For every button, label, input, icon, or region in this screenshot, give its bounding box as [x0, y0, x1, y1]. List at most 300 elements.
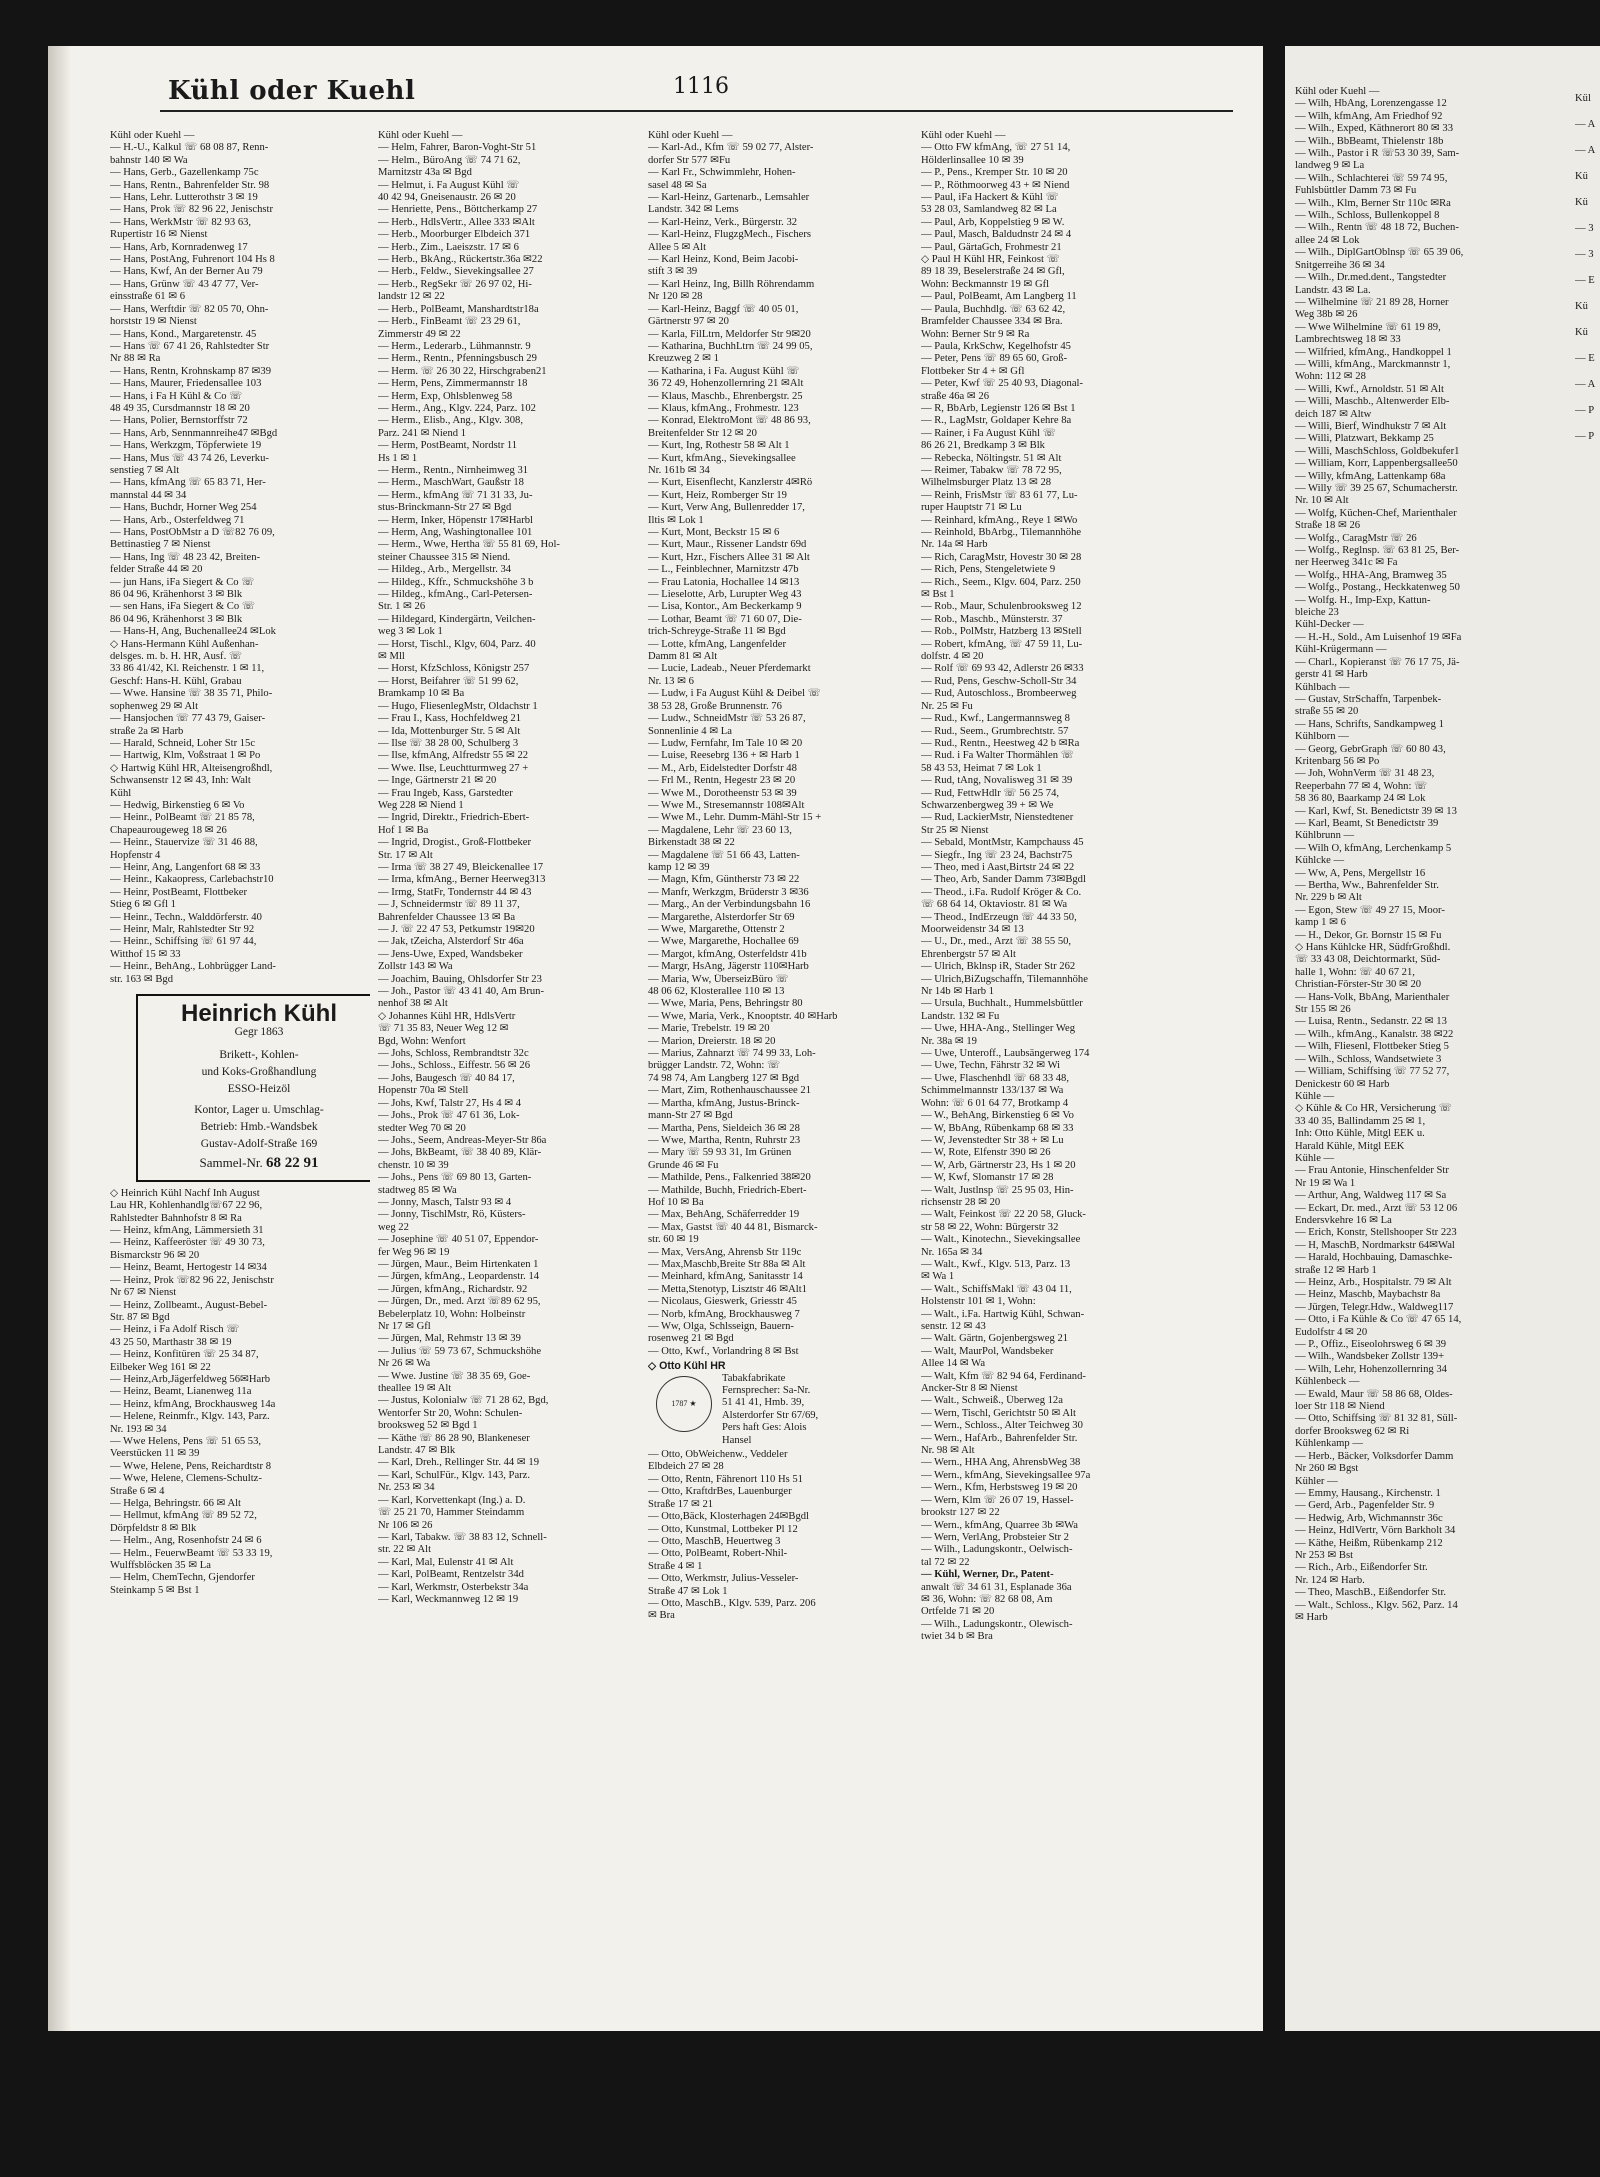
- facing-page-entry-line: — Willi, Kwf., Arnoldstr. 51 ✉ Alt: [1295, 383, 1444, 395]
- directory-entry-line: — Hans, i Fa H Kühl & Co ☏: [110, 390, 243, 402]
- directory-entry-line: — Heinz, Beamt, Hertogestr 14 ✉34: [110, 1262, 267, 1274]
- directory-entry-line: mann-Str 27 ✉ Bgd: [648, 1110, 733, 1122]
- facing-page-partial-line: Kül: [1575, 93, 1591, 104]
- directory-entry-line: Holstenstr 101 ✉ 1, Wohn:: [921, 1296, 1036, 1308]
- facing-page-entry-line: — H, MaschB, Nordmarkstr 64✉Wal: [1295, 1239, 1455, 1251]
- otto-kuehl-detail-line: Fernsprecher: Sa-Nr.: [722, 1385, 811, 1397]
- facing-page-entry-line: — Georg, GebrGraph ☏ 60 80 43,: [1295, 743, 1446, 755]
- facing-page-entry-line: — Hedwig, Arb, Wichmannstr 36c: [1295, 1512, 1443, 1524]
- directory-entry-line: Gärtnerstr 97 ✉ 20: [648, 316, 729, 328]
- directory-entry-line: Kühl oder Kuehl —: [921, 130, 1006, 141]
- facing-page-entry-line: — Karl, Beamt, St Benedictstr 39: [1295, 817, 1439, 829]
- facing-page-entry-line: — Willi, MaschSchloss, Goldbekufer1: [1295, 445, 1460, 457]
- facing-page-entry-line: — Wilh., Dr.med.dent., Tangstedter: [1295, 272, 1447, 284]
- directory-entry-line: — Heinz, Zollbeamt., August-Bebel-: [110, 1299, 268, 1311]
- directory-entry-line: — Peter, Pens ☏ 89 65 60, Groß-: [921, 353, 1068, 365]
- directory-entry-line: — Manfr, Werkzgm, Brüderstr 3 ✉36: [648, 886, 809, 898]
- directory-entry-line: — Heinz,Arb,Jägerfeldweg 56✉Harb: [110, 1373, 271, 1385]
- directory-entry-line: Wulffsblöcken 35 ✉ La: [110, 1560, 211, 1572]
- directory-entry-line: ✉ Bst 1: [921, 589, 955, 601]
- directory-entry-line: — Rainer, i Fa August Kühl ☏: [921, 427, 1056, 439]
- directory-entry-line: — Theo, med i Aast,Birtstr 24 ✉ 22: [921, 861, 1075, 873]
- directory-entry-line: — Marion, Dreierstr. 18 ✉ 20: [648, 1035, 776, 1047]
- directory-entry-line: stift 3 ✉ 39: [648, 266, 698, 278]
- directory-entry-line: sophenweg 29 ✉ Alt: [110, 700, 199, 712]
- column-4-entries: [921, 130, 1221, 1569]
- directory-entry-line: delsges. m. b. H. HR, Ausf. ☏: [110, 651, 243, 663]
- directory-entry-line: — Otto, Kunstmal, Lottbeker Pl 12: [648, 1523, 798, 1535]
- directory-entry-line: — Otto, ObWeichenw., Veddeler: [648, 1449, 788, 1461]
- page-binding-shadow: [48, 46, 70, 2031]
- directory-entry-line: — Wwe, Margarethe, Ottenstr 2: [648, 924, 785, 935]
- facing-page-entry-line: — Wilh., BbBeamt, Thielenstr 18b: [1295, 135, 1444, 147]
- directory-entry-line: — Hans, Werftdir ☏ 82 05 70, Ohn-: [110, 303, 269, 315]
- facing-page-partial-line: — 3: [1575, 249, 1594, 260]
- facing-page-entry-line: — William, Schiffsing ☏ 77 52 77,: [1295, 1066, 1450, 1078]
- directory-entry-line: — Wwe. Justine ☏ 38 35 69, Goe-: [378, 1370, 531, 1382]
- directory-entry-line: Ehrenbergstr 57 ✉ Alt: [921, 948, 1016, 960]
- directory-entry-line: — Joh., Pastor ☏ 43 41 40, Am Brun-: [378, 986, 544, 998]
- facing-page-entry-line: — Wolfg., HHA-Ang, Bramweg 35: [1295, 569, 1447, 581]
- directory-entry-line: — Karl Heinz, Kond, Beim Jacobi-: [648, 254, 799, 266]
- directory-entry-line: 48 06 62, Klosterallee 110 ✉ 13: [648, 986, 785, 998]
- facing-page-entry-line: — Theo, MaschB., Eißendorfer Str.: [1295, 1587, 1447, 1599]
- directory-entry-line: — Ida, Mottenburger Str. 5 ✉ Alt: [378, 725, 521, 737]
- facing-page-entry-line: Nr 260 ✉ Bgst: [1295, 1463, 1359, 1475]
- facing-page-entry-line: Landstr. 43 ✉ La.: [1295, 284, 1371, 296]
- directory-entry-line: — Paul, Masch, Baldudnstr 24 ✉ 4: [921, 229, 1072, 241]
- directory-entry-line: horststr 19 ✉ Nienst: [110, 316, 197, 328]
- directory-entry-line: — Rebecka, Nöltingstr. 51 ✉ Alt: [921, 452, 1062, 464]
- directory-entry-line: — Hildeg., kfmAng., Carl-Petersen-: [378, 589, 533, 601]
- facing-page-entry-line: — Rich., Arb., Eißendorfer Str.: [1295, 1562, 1428, 1574]
- column-3: [648, 130, 913, 2010]
- directory-entry-line: — Otto, Kwf., Vorlandring 8 ✉ Bst: [648, 1345, 799, 1357]
- directory-entry-line: tal 72 ✉ 22: [921, 1556, 970, 1568]
- directory-entry-line: — Wwe M., Lehr. Dumm-Mähl-Str 15 +: [648, 812, 822, 824]
- directory-entry-line: — Hans, PostObMstr a D ☏82 76 09,: [110, 527, 275, 538]
- directory-entry-line: — Heinr., PolBeamt ☏ 21 85 78,: [110, 812, 255, 824]
- directory-entry-line: Bgd, Wohn: Wenfort: [378, 1035, 466, 1047]
- directory-entry-line: — Ww, Olga, Schlsseign, Bauern-: [648, 1321, 794, 1332]
- directory-entry-line: Iltis ✉ Lok 1: [648, 514, 704, 526]
- directory-entry-line: fer Weg 96 ✉ 19: [378, 1246, 450, 1258]
- directory-entry-line: — Wern, Klm ☏ 26 07 19, Hassel-: [921, 1494, 1074, 1506]
- facing-page-entry-line: Kühlborn —: [1295, 731, 1349, 743]
- directory-entry-line: bahnstr 140 ✉ Wa: [110, 154, 188, 166]
- directory-entry-line: Allee 14 ✉ Wa: [921, 1358, 986, 1370]
- directory-entry-line: str. 60 ✉ 19: [648, 1234, 699, 1246]
- directory-entry-line: 86 04 96, Krähenhorst 3 ✉ Blk: [110, 589, 243, 601]
- directory-entry-line: Nr 17 ✉ Gfl: [378, 1321, 431, 1332]
- directory-entry-line: — Heinr., Schiffsing ☏ 61 97 44,: [110, 936, 257, 948]
- directory-entry-line: — Hans, Werkzgm, Töpferwiete 19: [110, 440, 262, 452]
- facing-page-entry-line: 33 40 35, Ballindamm 25 ✉ 1,: [1295, 1115, 1426, 1127]
- facing-page-entry-line: ◇ Kühle & Co HR, Versicherung ☏: [1295, 1103, 1452, 1115]
- directory-entry-line: dolfstr. 4 ✉ 20: [921, 651, 984, 663]
- facing-page-partial-line: — E: [1575, 275, 1595, 286]
- directory-entry-line: Dörpfeldstr 8 ✉ Blk: [110, 1522, 197, 1534]
- directory-entry-line: Ortfelde 71 ✉ 20: [921, 1606, 995, 1618]
- facing-page-entry-line: deich 187 ✉ Altw: [1295, 408, 1372, 420]
- directory-entry-line: — Herm., Wwe, Hertha ☏ 55 81 69, Hol-: [378, 539, 560, 551]
- directory-entry-line: Wentorfer Str 20, Wohn: Schulen-: [378, 1407, 523, 1419]
- directory-entry-line: landstr 12 ✉ 22: [378, 291, 445, 303]
- directory-entry-line: Eilbeker Weg 161 ✉ 22: [110, 1361, 211, 1373]
- directory-entry-line: 43 25 50, Marthastr 38 ✉ 19: [110, 1336, 232, 1348]
- directory-entry-line: Bismarckstr 96 ✉ 20: [110, 1249, 200, 1261]
- directory-entry-line: — Max, BehAng, Schäferredder 19: [648, 1209, 800, 1221]
- directory-entry-line: — Rud., Kwf., Langermannsweg 8: [921, 713, 1070, 725]
- directory-entry-line: — W, Kwf, Slomanstr 17 ✉ 28: [921, 1172, 1054, 1184]
- directory-entry-line: — Otto, MaschB., Klgv. 539, Parz. 206: [648, 1597, 816, 1609]
- facing-page-entry-line: — Arthur, Ang, Waldweg 117 ✉ Sa: [1295, 1190, 1447, 1202]
- directory-entry-line: — Heinr., Kakaopress, Carlebachstr10: [110, 874, 274, 886]
- directory-entry-line: Wohn: Berner Str 9 ✉ Ra: [921, 328, 1030, 340]
- directory-entry-line: — Karl-Heinz, Verk., Bürgerstr. 32: [648, 216, 798, 228]
- directory-entry-line: — Hans, Rentn, Krohnskamp 87 ✉39: [110, 365, 272, 377]
- directory-entry-line: — Siegfr., Ing ☏ 23 24, Bachstr75: [921, 849, 1073, 861]
- facing-page-column: [1295, 86, 1595, 2016]
- directory-entry-line: Schwansenstr 12 ✉ 43, Inh: Walt: [110, 775, 251, 787]
- kuehl-werner-entry: — Kühl, Werner, Dr., Patent-: [921, 1569, 1054, 1581]
- directory-entry-line: Hs 1 ✉ 1: [378, 452, 418, 464]
- directory-entry-line: — Wwe, Maria, Pens, Behringstr 80: [648, 998, 803, 1010]
- directory-entry-line: — Horst, Tischl., Klgv, 604, Parz. 40: [378, 638, 536, 650]
- directory-entry-line: — Wwe M., Dorotheenstr 53 ✉ 39: [648, 787, 797, 799]
- directory-entry-line: — Jürgen, kfmAng., Richardstr. 92: [378, 1283, 528, 1295]
- directory-entry-line: — Henriette, Pens., Böttcherkamp 27: [378, 204, 538, 216]
- directory-entry-line: — Magn, Kfm, Güntherstr 73 ✉ 22: [648, 874, 800, 886]
- directory-entry-line: — Hans, Arb, Sennmannreihe47 ✉Bgd: [110, 427, 278, 439]
- directory-entry-line: Hopenstr 70a ✉ Stell: [378, 1085, 469, 1097]
- directory-entry-line: — L., Feinblechner, Marnitzstr 47b: [648, 564, 799, 576]
- facing-page-entry-line: Kühlbrunn —: [1295, 830, 1355, 842]
- directory-entry-line: — Metta,Stenotyp, Lisztstr 46 ✉Alt1: [648, 1283, 807, 1295]
- facing-page-entry-line: Kühler —: [1295, 1475, 1338, 1487]
- directory-entry-line: sasel 48 ✉ Sa: [648, 179, 707, 191]
- facing-page-entry-line: — Harald, Hochbauing, Damaschke-: [1295, 1252, 1453, 1264]
- directory-entry-line: — Hans, Ing ☏ 48 23 42, Breiten-: [110, 551, 261, 563]
- directory-entry-line: Nr. 165a ✉ 34: [921, 1246, 983, 1258]
- facing-page-entry-line: Christian-Förster-Str 30 ✉ 20: [1295, 979, 1422, 991]
- directory-entry-line: Marnitzstr 43a ✉ Bgd: [378, 167, 472, 179]
- directory-entry-line: — Heinr, Ang, Langenfort 68 ✉ 33: [110, 861, 261, 873]
- directory-entry-line: — Rud., Seem., Grumbrechtstr. 57: [921, 725, 1069, 737]
- facing-page-entry-line: Nr 253 ✉ Bst: [1295, 1549, 1354, 1561]
- directory-entry-line: — Heinz, Konfitüren ☏ 25 34 87,: [110, 1349, 259, 1361]
- directory-entry-line: Zimmerstr 49 ✉ 22: [378, 328, 461, 340]
- facing-page-partial-line: — P: [1575, 431, 1595, 442]
- directory-entry-line: — Maria, Ww, ÜberseizBüro ☏: [648, 973, 789, 985]
- facing-page-entry-line: Inh: Otto Kühle, Mitgl EEK u.: [1295, 1128, 1425, 1140]
- directory-entry-line: — Otto, PolBeamt, Robert-Nhil-: [648, 1548, 788, 1560]
- facing-page-entry-line: Kühle —: [1295, 1152, 1335, 1164]
- directory-entry-line: — Herb., PolBeamt, Manshardtstr18a: [378, 303, 539, 315]
- facing-page-entry-line: — Heinz, HdlVertr, Vörn Barkholt 34: [1295, 1525, 1456, 1537]
- directory-entry-line: — Johs, Schloss, Rembrandtstr 32c: [378, 1048, 529, 1060]
- directory-entry-line: — Rob., Maur, Schulenbrooksweg 12: [921, 601, 1082, 613]
- directory-entry-line: Veerstücken 11 ✉ 39: [110, 1448, 200, 1460]
- directory-entry-line: — Otto, KraftdrBes, Lauenburger: [648, 1486, 792, 1498]
- directory-entry-line: Bettinastieg 7 ✉ Nienst: [110, 539, 211, 551]
- directory-entry-line: — Ulrich, Bklnsp iR, Stader Str 262: [921, 961, 1076, 973]
- directory-entry-line: — Kurt, Eisenflecht, Kanzlerstr 4✉Rö: [648, 477, 813, 489]
- directory-entry-line: Stieg 6 ✉ Gfl 1: [110, 899, 176, 911]
- facing-page-partial-line: Kü: [1575, 197, 1588, 208]
- directory-entry-line: — Jens-Uwe, Exped, Wandsbeker: [378, 948, 523, 960]
- directory-entry-line: ◇ Hans-Hermann Kühl Außenhan-: [110, 638, 259, 650]
- directory-entry-line: — Hartwig, Klm, Voßstraat 1 ✉ Po: [110, 750, 261, 762]
- directory-entry-line: — Katharina, i Fa. August Kühl ☏: [648, 365, 800, 377]
- directory-entry-line: — Herm, Ang, Washingtonallee 101: [378, 527, 533, 538]
- facing-page-entry-line: — Ww, A, Pens, Mergellstr 16: [1295, 867, 1426, 879]
- directory-entry-line: — Hansjochen ☏ 77 43 79, Gaiser-: [110, 713, 266, 725]
- facing-page-entry-line: — Heinz, Arb., Hospitalstr. 79 ✉ Alt: [1295, 1277, 1452, 1288]
- directory-entry-line: — Heinz, Prok ☏82 96 22, Jenischstr: [110, 1274, 274, 1286]
- directory-entry-line: — Walt., i.Fa. Hartwig Kühl, Schwan-: [921, 1308, 1085, 1320]
- ad-founded: Gegr 1863: [234, 1026, 284, 1039]
- directory-entry-line: — Hedwig, Birkenstieg 6 ✉ Vo: [110, 799, 245, 811]
- directory-entry-line: — Walt., Schweiß., Überweg 12a: [921, 1395, 1063, 1407]
- directory-entry-line: — Heinz, Beamt, Lianenweg 11a: [110, 1386, 252, 1398]
- directory-entry-line: — Johs, Baugesch ☏ 40 84 17,: [378, 1072, 515, 1084]
- directory-entry-line: mannstal 44 ✉ 34: [110, 489, 187, 501]
- directory-entry-line: — Karl, PolBeamt, Rentzelstr 34d: [378, 1569, 524, 1581]
- facing-page-entry-line: — Wilh., Schlachterei ☏ 59 74 95,: [1295, 172, 1448, 184]
- directory-entry-line: — Herb., BkAng., Rückertstr.36a ✉22: [378, 254, 543, 266]
- directory-entry-line: ◇ Heinrich Kühl Nachf Inh August: [110, 1187, 260, 1199]
- directory-entry-line: — Jürgen, Maur., Beim Hirtenkaten 1: [378, 1258, 539, 1270]
- directory-entry-line: — Meinhard, kfmAng, Sanitasstr 14: [648, 1271, 803, 1283]
- directory-entry-line: 86 26 21, Bredkamp 3 ✉ Blk: [921, 440, 1045, 452]
- directory-entry-line: stedter Weg 70 ✉ 20: [378, 1122, 466, 1134]
- directory-entry-line: — Helm., BüroAng ☏ 74 71 62,: [378, 154, 521, 166]
- facing-page-entry-line: — Hans, Schrifts, Sandkampweg 1: [1295, 718, 1444, 730]
- directory-entry-line: — Horst, KfzSchloss, Königstr 257: [378, 663, 530, 675]
- otto-kuehl-listing: [648, 1360, 913, 1447]
- directory-entry-line: Straße 47 ✉ Lok 1: [648, 1585, 728, 1597]
- directory-entry-line: — Helga, Behringstr. 66 ✉ Alt: [110, 1498, 241, 1509]
- directory-entry-line: — Otto, MaschB, Heuertweg 3: [648, 1535, 781, 1547]
- directory-entry-line: einsstraße 61 ✉ 6: [110, 291, 186, 303]
- facing-page-partial-line: Kü: [1575, 301, 1588, 312]
- directory-entry-line: — Wwe, Helene, Clemens-Schultz-: [110, 1473, 262, 1485]
- facing-page-entry-line: — Willy ☏ 39 25 67, Schumacherstr.: [1295, 483, 1458, 494]
- directory-entry-line: ☏ 71 35 83, Neuer Weg 12 ✉: [378, 1023, 509, 1035]
- facing-page-entry-line: — Karl, Kwf, St. Benedictstr 39 ✉ 13: [1295, 805, 1457, 817]
- directory-entry-line: stadtweg 85 ✉ Wa: [378, 1184, 457, 1196]
- directory-entry-line: — Konrad, ElektroMont ☏ 48 86 93,: [648, 415, 811, 427]
- facing-page-entry-line: Wohn: 112 ✉ 28: [1295, 371, 1366, 383]
- directory-entry-line: — Hans, Kwf, An der Berner Au 79: [110, 266, 263, 278]
- directory-entry-line: — Mart, Zim, Rothenhauschaussee 21: [648, 1085, 811, 1097]
- directory-entry-line: — Rud, Autoschloss., Brombeerweg: [921, 688, 1077, 700]
- directory-entry-line: — Peter, Kwf ☏ 25 40 93, Diagonal-: [921, 378, 1083, 390]
- directory-entry-line: 58 43 53, Heimat 7 ✉ Lok 1: [921, 762, 1042, 774]
- directory-entry-line: — Hellmut, kfmAng ☏ 89 52 72,: [110, 1510, 257, 1522]
- directory-entry-line: Hof 10 ✉ Ba: [648, 1196, 704, 1208]
- otto-kuehl-detail-line: Hansel: [722, 1434, 752, 1446]
- directory-entry-line: — Margarethe, Alsterdorfer Str 69: [648, 911, 795, 923]
- facing-page-entry-line: Kühl-Krügermann —: [1295, 644, 1387, 656]
- directory-entry-line: 74 98 74, Am Langberg 127 ✉ Bgd: [648, 1072, 800, 1084]
- directory-entry-line: — Karl, Weckmannweg 12 ✉ 19: [378, 1593, 519, 1605]
- directory-entry-line: Breitenfelder Str 12 ✉ 20: [648, 427, 757, 439]
- directory-entry-line: — Hans, Gerb., Gazellenkamp 75c: [110, 167, 259, 179]
- directory-entry-line: Landstr. 47 ✉ Blk: [378, 1445, 456, 1457]
- directory-entry-line: — Hans, Arb, Kornradenweg 17: [110, 241, 248, 253]
- directory-entry-line: — Rob., Maschb., Münsterstr. 37: [921, 613, 1063, 625]
- directory-entry-line: 40 42 94, Gneisenaustr. 26 ✉ 20: [378, 192, 516, 204]
- facing-page-entry-line: — Wolfg., Reglnsp. ☏ 63 81 25, Ber-: [1295, 545, 1460, 557]
- seal-text: 1787 ★: [671, 1399, 697, 1409]
- facing-page-entry-line: — Ewald, Maur ☏ 58 86 68, Oldes-: [1295, 1388, 1453, 1400]
- directory-entry-line: Schwarzenbergweg 39 + ✉ We: [921, 799, 1054, 811]
- otto-kuehl-seal: [656, 1376, 712, 1432]
- directory-entry-line: — Jürgen, kfmAng., Leopardenstr. 14: [378, 1271, 540, 1283]
- directory-entry-line: — J. ☏ 22 47 53, Petkumstr 19✉20: [378, 924, 535, 935]
- header-rule: [160, 110, 1233, 112]
- directory-entry-line: — Ingrid, Drogist., Groß-Flottbeker: [378, 837, 531, 849]
- directory-entry-line: 33 86 41/42, Kl. Reichenstr. 1 ✉ 11,: [110, 663, 265, 675]
- directory-entry-line: ◇ Johannes Kühl HR, HdlsVertr: [378, 1010, 516, 1022]
- facing-page-entry-line: Reeperbahn 77 ✉ 4, Wohn: ☏: [1295, 780, 1428, 792]
- directory-entry-line: Rahlstedter Bahnhofstr 8 ✉ Ra: [110, 1212, 242, 1224]
- directory-entry-line: Nr. 25 ✉ Fu: [921, 700, 973, 712]
- directory-entry-line: 36 72 49, Hohenzollernring 21 ✉Alt: [648, 378, 804, 390]
- directory-entry-line: — Harald, Schneid, Loher Str 15c: [110, 737, 256, 749]
- directory-entry-line: — Käthe ☏ 86 28 90, Blankeneser: [378, 1432, 530, 1444]
- directory-entry-line: — Reinhard, kfmAng., Reye 1 ✉Wo: [921, 514, 1078, 526]
- ad-line-6: Gustav-Adolf-Straße 169: [200, 1138, 318, 1151]
- directory-entry-line: — Herb., Zim., Laeiszstr. 17 ✉ 6: [378, 241, 519, 253]
- directory-entry-line: ✉ Mll: [378, 651, 405, 663]
- directory-entry-line: — Kurt, Hzr., Fischers Allee 31 ✉ Alt: [648, 551, 810, 563]
- directory-entry-line: — Wwe. Hansine ☏ 38 35 71, Philo-: [110, 688, 273, 700]
- directory-entry-line: trich-Schreyge-Straße 11 ✉ Bgd: [648, 626, 786, 638]
- directory-entry-line: Wohn: Beckmannstr 19 ✉ Gfl: [921, 278, 1050, 290]
- facing-page-entry-line: Kühlcke —: [1295, 855, 1345, 867]
- directory-entry-line: — Kurt, Maur., Rissener Landstr 69d: [648, 539, 807, 551]
- ad-sammel-label: Sammel-Nr.: [199, 1155, 263, 1171]
- directory-entry-line: Kühl oder Kuehl —: [648, 130, 733, 141]
- facing-page-entry-line: ner Heerweg 341c ✉ Fa: [1295, 557, 1398, 569]
- directory-entry-line: — Johs, Kwf, Talstr 27, Hs 4 ✉ 4: [378, 1097, 522, 1109]
- directory-entry-line: — Margot, kfmAng, Osterfeldstr 41b: [648, 948, 807, 960]
- directory-entry-line: — Uwe, Flaschenhdl ☏ 68 33 48,: [921, 1072, 1070, 1084]
- directory-entry-line: Nr 88 ✉ Ra: [110, 353, 161, 365]
- directory-entry-line: — Herm., Elisb., Ang., Klgv. 308,: [378, 415, 523, 427]
- directory-entry-line: weg 3 ✉ Lok 1: [378, 626, 443, 638]
- directory-entry-line: — Rud, Pens, Geschw-Scholl-Str 34: [921, 675, 1077, 687]
- directory-page: [48, 46, 1263, 2031]
- directory-entry-line: — Karl Heinz, Ing, Billh Röhrendamm: [648, 278, 815, 290]
- directory-entry-line: — Johs., Schloss., Eiffestr. 56 ✉ 26: [378, 1060, 530, 1072]
- directory-entry-line: — Walt., Kwf., Klgv. 513, Parz. 13: [921, 1258, 1071, 1270]
- facing-page-entry-line: — Wilh., Wandsbeker Zollstr 139+: [1295, 1351, 1445, 1363]
- directory-entry-line: Nr. 193 ✉ 34: [110, 1423, 167, 1435]
- directory-entry-line: nenhof 38 ✉ Alt: [378, 998, 448, 1010]
- directory-entry-line: richsenstr 28 ✉ 20: [921, 1196, 1001, 1208]
- directory-entry-line: — Magdalene, Lehr ☏ 23 60 13,: [648, 824, 792, 836]
- facing-page-entry-line: Endersvkehre 16 ✉ La: [1295, 1214, 1392, 1226]
- directory-entry-line: Nr. 38a ✉ 19: [921, 1035, 977, 1047]
- facing-page-entry-line: — Otto, i Fa Kühle & Co ☏ 47 65 14,: [1295, 1314, 1462, 1326]
- directory-entry-line: — Johs., Pens ☏ 69 80 13, Garten-: [378, 1172, 532, 1184]
- directory-entry-line: Flottbeker Str 4 + ✉ Gfl: [921, 365, 1025, 377]
- directory-entry-line: — Herb., FinBeamt ☏ 23 29 61,: [378, 316, 521, 328]
- facing-page-entry-line: — Otto, Schiffsing ☏ 81 32 81, Süll-: [1295, 1413, 1458, 1425]
- facing-page-entry-line: — Egon, Stew ☏ 49 27 15, Moor-: [1295, 904, 1445, 916]
- directory-entry-line: Nr. 161b ✉ 34: [648, 464, 710, 476]
- directory-entry-line: — Otto,Bäck, Klosterhagen 24✉Bgdl: [648, 1511, 809, 1523]
- directory-entry-line: Schimmelmannstr 133/137 ✉ Wa: [921, 1085, 1064, 1097]
- directory-entry-line: ☏ 68 64 14, Oktaviostr. 81 ✉ Wa: [921, 899, 1068, 911]
- directory-entry-line: — Karl, Dreh., Rellinger Str. 44 ✉ 19: [378, 1457, 539, 1469]
- facing-page-partial-line: — E: [1575, 353, 1595, 364]
- directory-entry-line: — Rich, CaragMstr, Hovestr 30 ✉ 28: [921, 551, 1082, 563]
- directory-entry-line: — Heinr, PostBeamt, Flottbeker: [110, 886, 247, 898]
- facing-page-entry-line: — William, Korr, Lappenbergsallee50: [1295, 458, 1458, 470]
- directory-entry-line: — Marius, Zahnarzt ☏ 74 99 33, Loh-: [648, 1048, 816, 1060]
- facing-page-entry-line: 58 36 80, Baarkamp 24 ✉ Lok: [1295, 793, 1426, 805]
- facing-page-entry-line: — Walt., Schloss., Klgv. 562, Parz. 14: [1295, 1599, 1458, 1611]
- directory-entry-line: — Ingrid, Direktr., Friedrich-Ebert-: [378, 812, 530, 824]
- directory-entry-line: — Johs., Prok ☏ 47 61 36, Lok-: [378, 1110, 520, 1122]
- directory-entry-line: brooksweg 52 ✉ Bgd 1: [378, 1420, 478, 1432]
- ad-line-2: und Koks-Großhandlung: [201, 1066, 317, 1079]
- facing-page-entry-line: — Joh, WohnVerm ☏ 31 48 23,: [1295, 768, 1435, 780]
- ad-company-name: Heinrich Kühl: [180, 1000, 337, 1028]
- directory-entry-line: — Paul, iFa Hackert & Kühl ☏: [921, 192, 1059, 204]
- directory-entry-line: — Theod., i.Fa. Rudolf Kröger & Co.: [921, 886, 1082, 898]
- facing-page-entry-line: Eudolfstr 4 ✉ 20: [1295, 1326, 1368, 1338]
- facing-page-entry-line: Straße 18 ✉ 26: [1295, 520, 1361, 532]
- directory-entry-line: — Justus, Kolonialw ☏ 71 28 62, Bgd,: [378, 1395, 549, 1407]
- facing-page-entry-line: Harald Kühle, Mitgl EEK: [1295, 1140, 1405, 1152]
- facing-page-entry-line: — Wilh, Lehr, Hohenzollernring 34: [1295, 1363, 1447, 1375]
- directory-entry-line: — Lucie, Ladeab., Neuer Pferdemarkt: [648, 663, 811, 675]
- directory-entry-line: — Hans, Maurer, Friedensallee 103: [110, 378, 262, 390]
- directory-entry-line: Sonnenlinie 4 ✉ La: [648, 725, 732, 737]
- directory-entry-line: — Uwe, Unteroff., Laubsängerweg 174: [921, 1048, 1090, 1060]
- directory-entry-line: — Martha, kfmAng, Justus-Brinck-: [648, 1097, 800, 1109]
- directory-entry-line: Str. 1 ✉ 26: [378, 601, 426, 613]
- directory-entry-line: ◇ Paul H Kühl HR, Feinkost ☏: [921, 254, 1060, 266]
- directory-entry-line: — Herb., HdlsVertr., Allee 333 ✉Alt: [378, 216, 535, 228]
- facing-page-entry-line: Kühle —: [1295, 1090, 1335, 1102]
- directory-entry-line: ◇ Hartwig Kühl HR, Alteisengroßhdl,: [110, 762, 273, 774]
- directory-entry-line: — U., Dr., med., Arzt ☏ 38 55 50,: [921, 936, 1072, 948]
- otto-kuehl-detail-line: 51 41 41, Hmb. 39,: [722, 1397, 805, 1409]
- directory-entry-line: — Joachim, Bauing, Ohlsdorfer Str 23: [378, 973, 542, 985]
- ad-line-3: ESSO-Heizöl: [227, 1083, 291, 1096]
- directory-entry-line: — Max,Maschb,Breite Str 88a ✉ Alt: [648, 1258, 806, 1270]
- directory-entry-line: — Wilh., Ladungskontr., Oelwisch-: [921, 1544, 1073, 1556]
- directory-entry-line: steiner Chaussee 315 ✉ Niend.: [378, 551, 511, 563]
- ad-phone-number: 68 22 91: [265, 1155, 319, 1172]
- directory-entry-line: — Karl-Heinz, FlugzgMech., Fischers: [648, 229, 811, 241]
- directory-entry-line: — Helene, Reinmfr., Klgv. 143, Parz.: [110, 1411, 270, 1423]
- directory-entry-line: — Herm, Exp, Ohlsblenweg 58: [378, 390, 513, 402]
- directory-entry-line: — Walt., SchiffsMakl ☏ 43 04 11,: [921, 1283, 1072, 1295]
- directory-entry-line: 86 04 96, Krähenhorst 3 ✉ Blk: [110, 613, 243, 625]
- directory-entry-line: — Robert, kfmAng, ☏ 47 59 11, Lu-: [921, 638, 1083, 650]
- facing-page-entry-line: — Gustav, StrSchaffn, Tarpenbek-: [1295, 693, 1442, 705]
- facing-page-entry-line: — Wolfg. H., Imp-Exp, Kattun-: [1295, 594, 1431, 606]
- column-4-entries-bottom: [921, 1582, 1221, 1644]
